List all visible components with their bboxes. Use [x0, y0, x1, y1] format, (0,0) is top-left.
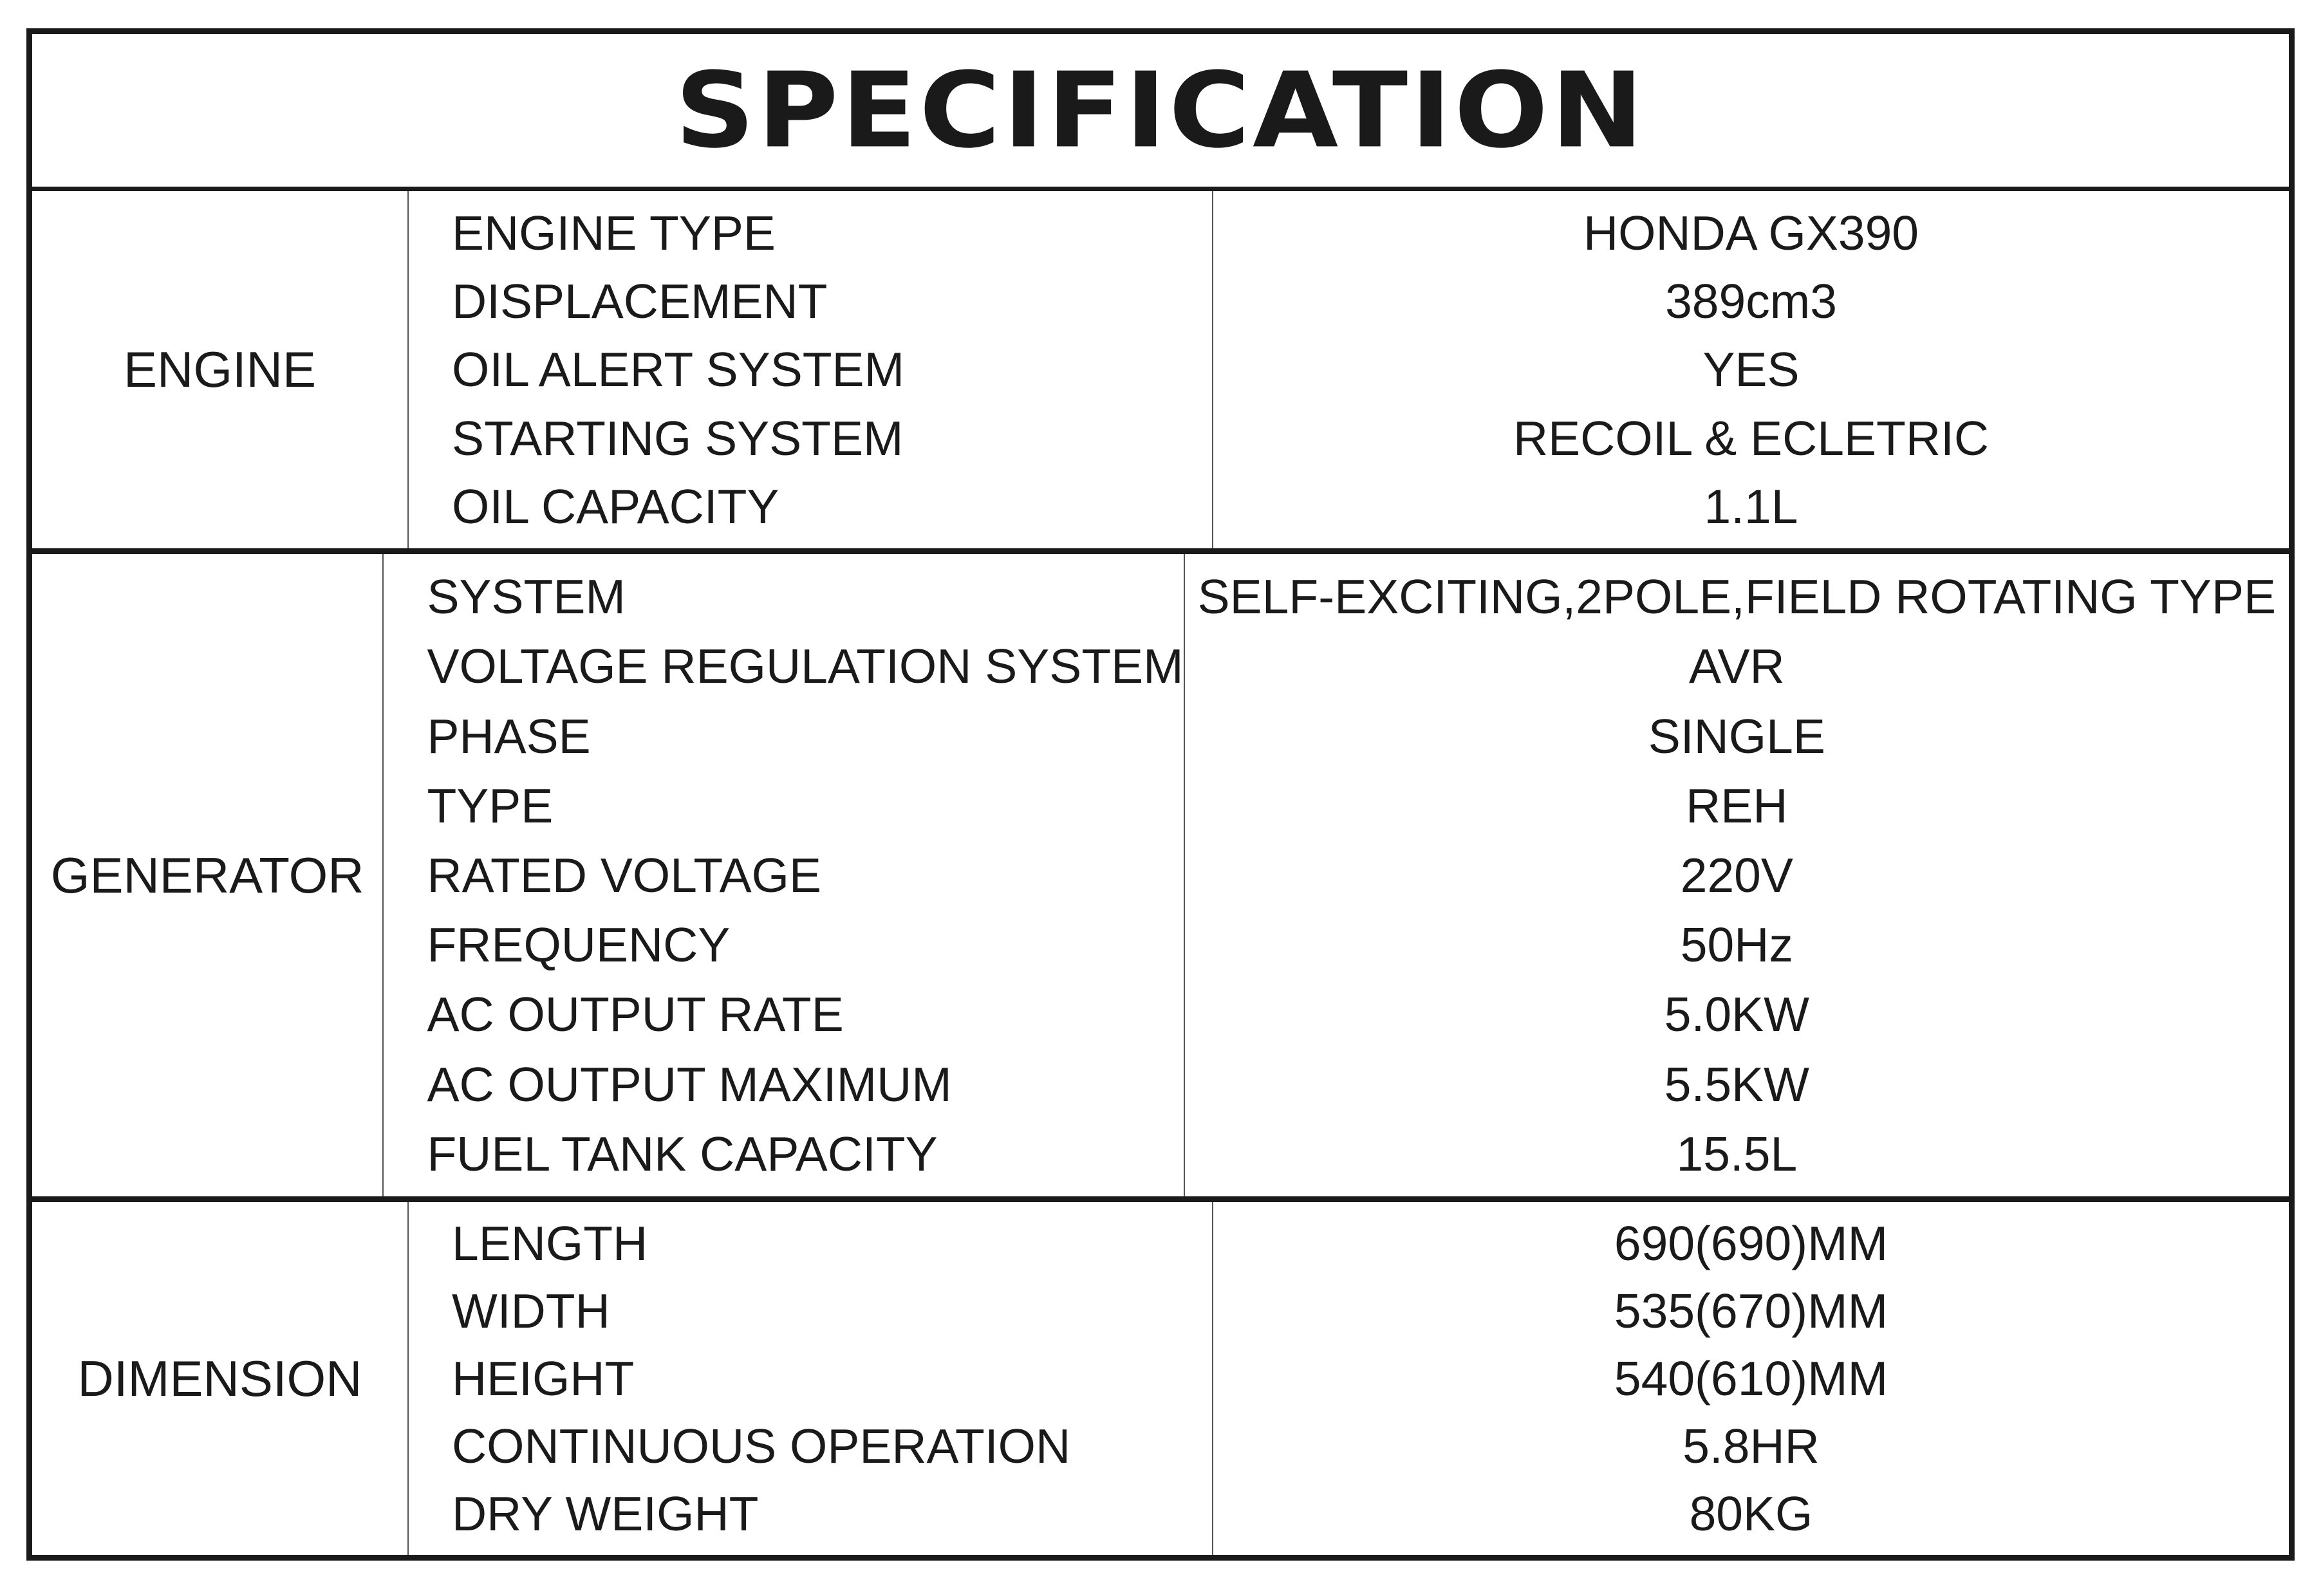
spec-value: SINGLE: [1648, 709, 1825, 763]
spec-value: 1.1L: [1704, 479, 1798, 534]
spec-label: STARTING SYSTEM: [452, 411, 904, 465]
spec-label: PHASE: [427, 709, 591, 763]
spec-label: OIL CAPACITY: [452, 479, 779, 534]
table-title: SPECIFICATION: [675, 50, 1646, 171]
spec-label: HEIGHT: [452, 1351, 635, 1406]
spec-value: 50Hz: [1680, 918, 1793, 972]
spec-value: 5.5KW: [1664, 1057, 1809, 1111]
generator-labels: [384, 554, 1184, 1196]
group-label-generator: GENERATOR: [32, 554, 384, 1196]
spec-label: ENGINE TYPE: [452, 206, 776, 261]
spec-value: 5.8HR: [1682, 1418, 1820, 1473]
spec-value: 540(610)MM: [1614, 1351, 1888, 1406]
spec-label: SYSTEM: [427, 570, 626, 624]
dimension-labels: [409, 1202, 1213, 1555]
spec-value: 690(690)MM: [1614, 1216, 1888, 1271]
specification-table: [26, 28, 2295, 1561]
spec-value: SELF-EXCITING,2POLE,FIELD ROTATING TYPE: [1197, 570, 2276, 624]
spec-label: FREQUENCY: [427, 918, 731, 972]
spec-label: AC OUTPUT RATE: [427, 987, 844, 1042]
section-dimension: [32, 1202, 2289, 1555]
section-generator: [32, 554, 2289, 1202]
dimension-values: [1213, 1202, 2289, 1555]
spec-label: DISPLACEMENT: [452, 274, 828, 329]
spec-value: 220V: [1680, 848, 1793, 902]
spec-value: 15.5L: [1676, 1126, 1798, 1181]
spec-label: DRY WEIGHT: [452, 1486, 759, 1541]
engine-values: [1213, 191, 2289, 548]
engine-labels: [409, 191, 1213, 548]
spec-label: TYPE: [427, 778, 554, 833]
group-label-dimension: DIMENSION: [32, 1202, 409, 1555]
spec-value: 5.0KW: [1664, 987, 1809, 1042]
spec-value: REH: [1686, 778, 1788, 833]
spec-label: AC OUTPUT MAXIMUM: [427, 1057, 952, 1111]
group-label-engine: ENGINE: [32, 191, 409, 548]
spec-value: 389cm3: [1665, 274, 1837, 329]
spec-value: YES: [1702, 342, 1800, 397]
spec-label: RATED VOLTAGE: [427, 848, 822, 902]
spec-label: CONTINUOUS OPERATION: [452, 1418, 1071, 1473]
spec-value: AVR: [1689, 639, 1785, 694]
generator-values: [1185, 554, 2289, 1196]
spec-value: 80KG: [1689, 1486, 1813, 1541]
spec-value: HONDA GX390: [1583, 206, 1919, 261]
title-row: [32, 34, 2289, 191]
spec-label: FUEL TANK CAPACITY: [427, 1126, 938, 1181]
spec-value: 535(670)MM: [1614, 1284, 1888, 1339]
section-engine: [32, 191, 2289, 554]
spec-label: WIDTH: [452, 1284, 610, 1339]
spec-label: VOLTAGE REGULATION SYSTEM: [427, 639, 1184, 694]
spec-label: LENGTH: [452, 1216, 648, 1271]
spec-value: RECOIL & ECLETRIC: [1513, 411, 1990, 465]
spec-label: OIL ALERT SYSTEM: [452, 342, 905, 397]
